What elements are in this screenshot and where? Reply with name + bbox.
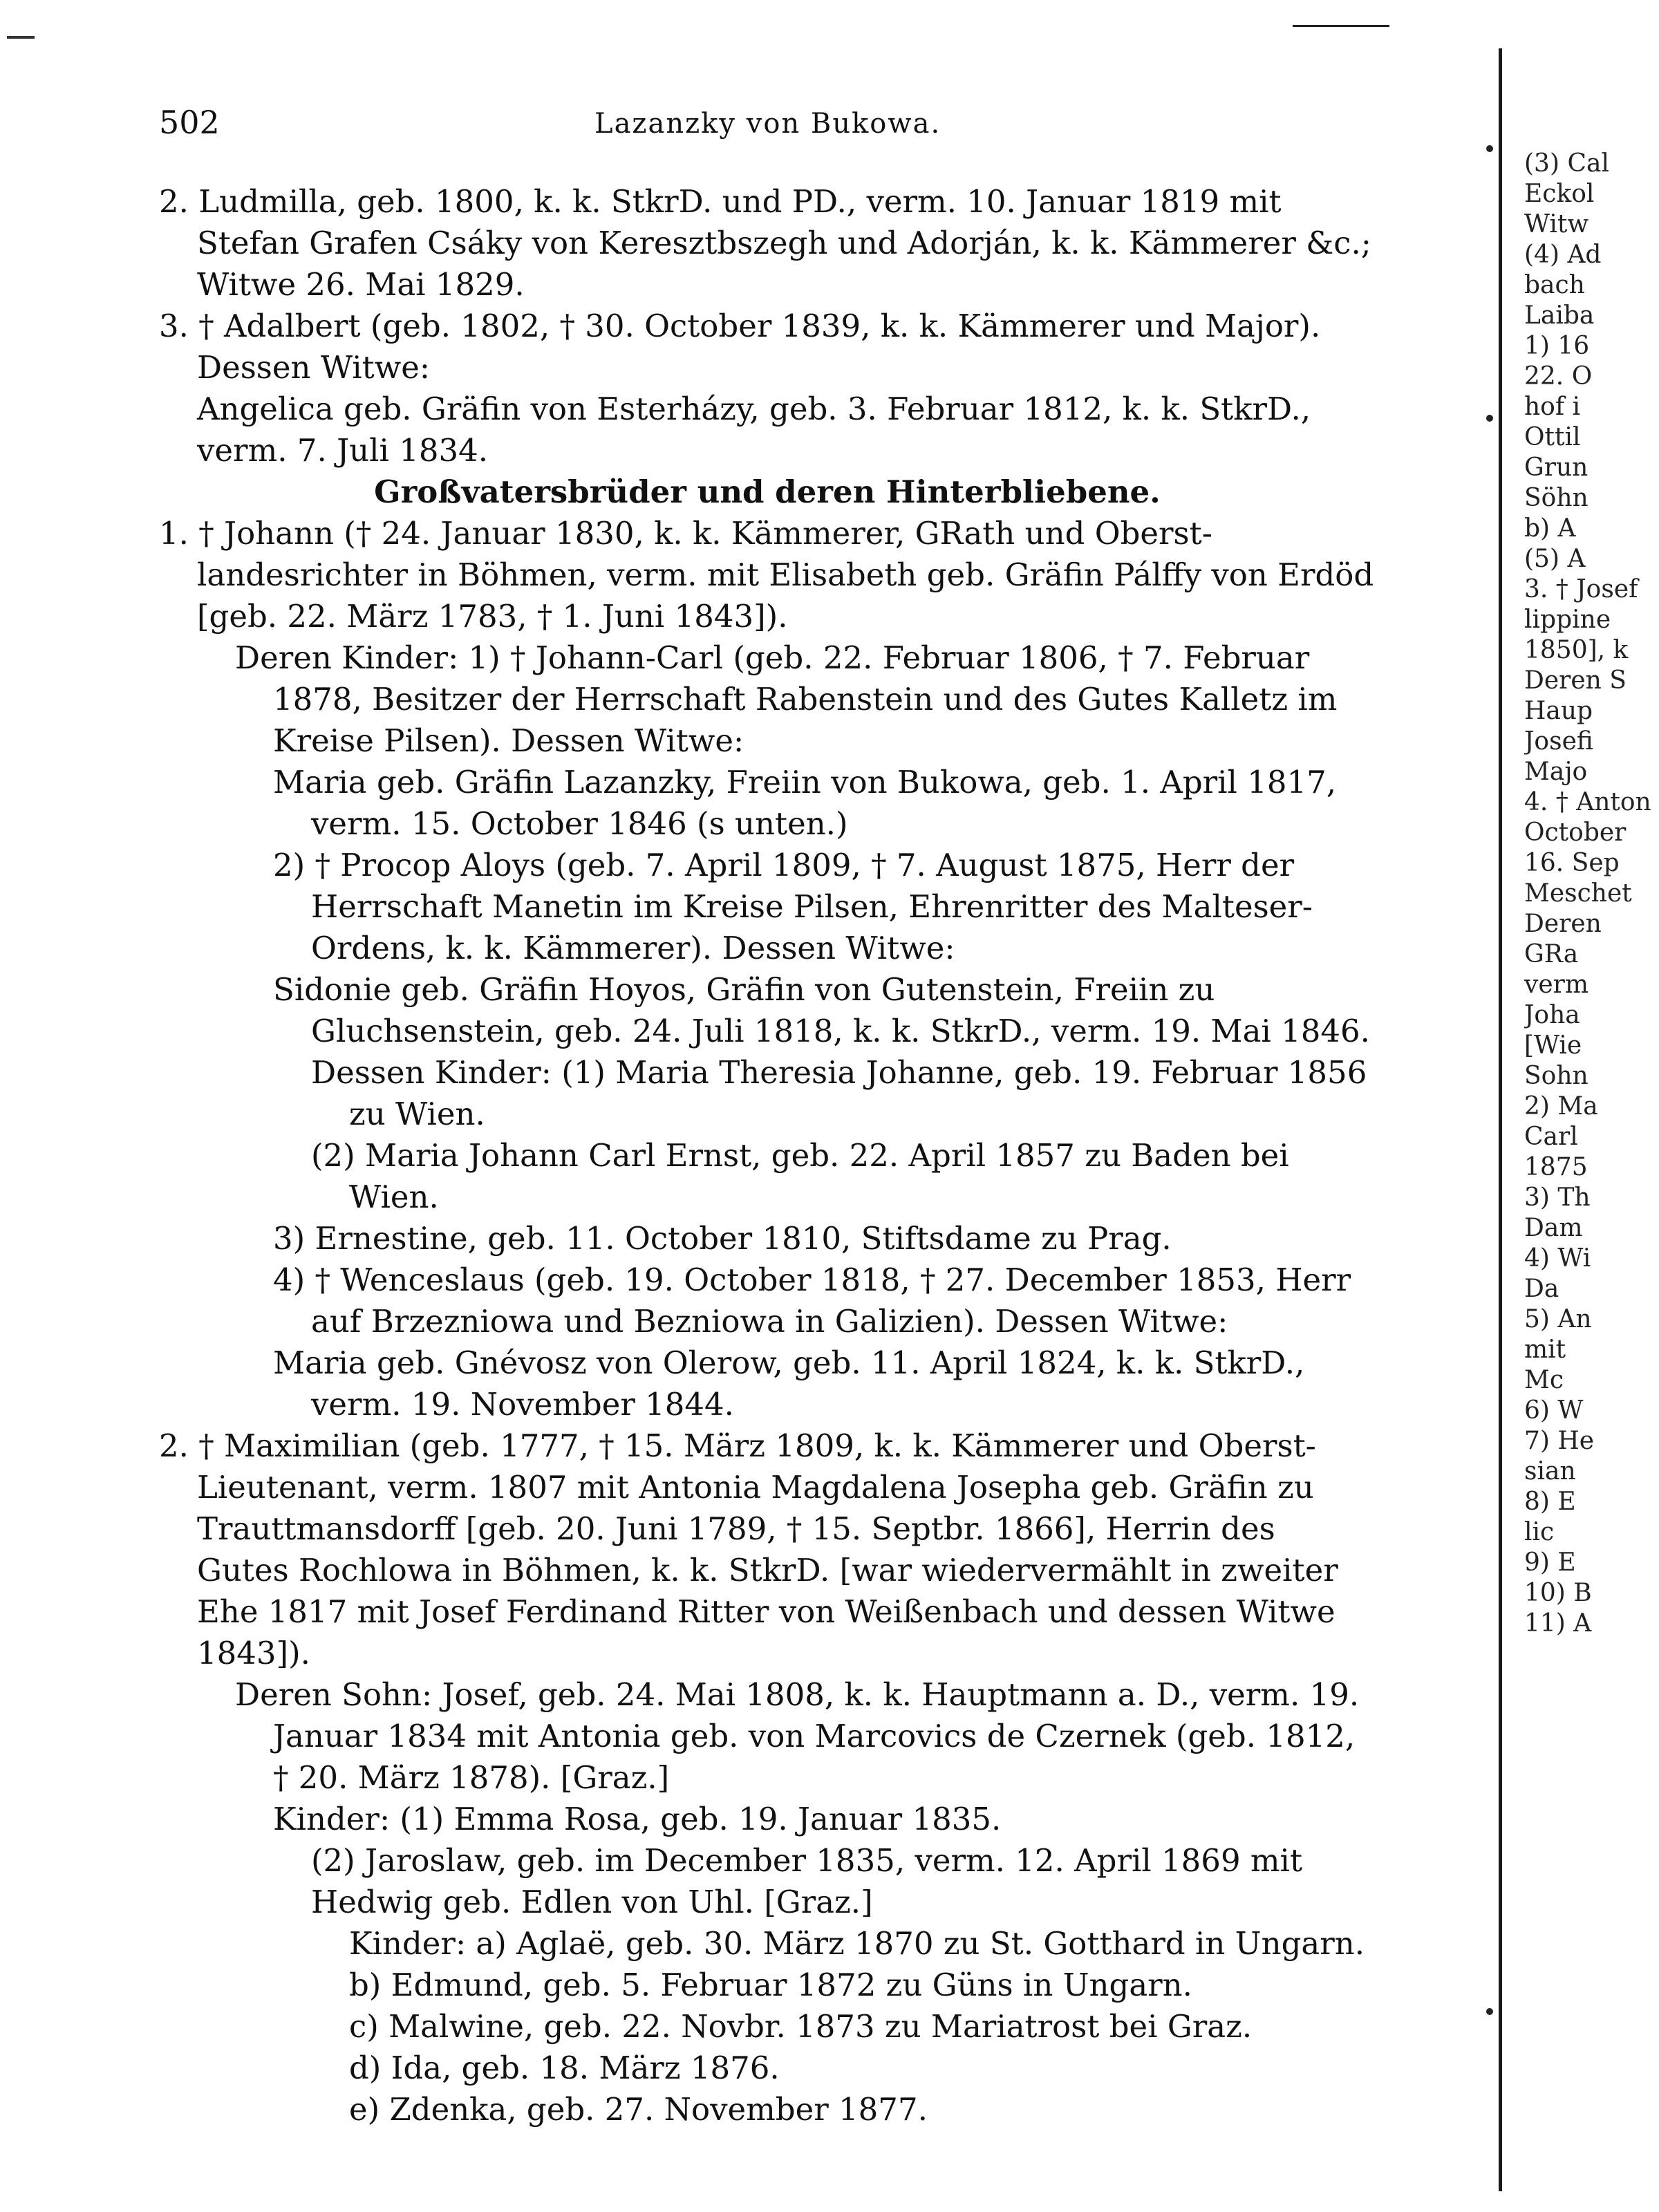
adjacent-fragment-line: 3. † Josef [1524, 575, 1638, 603]
adjacent-fragment-line: Sohn [1524, 1062, 1588, 1090]
adjacent-fragment-line: 16. Sep [1524, 849, 1620, 877]
entry-ludmilla: 2. Ludmilla, geb. 1800, k. k. StkrD. und PD., verm. 10. Januar 1819 mit Stefan Grafen Csáky von Keresztbszegh und Adorján, k. k. Kämmerer &c.; Witwe 26. Mai 1829. [159, 183, 1371, 303]
adjacent-fragment-line: 7) He [1524, 1427, 1595, 1455]
adjacent-fragment-line: mit [1524, 1335, 1566, 1364]
adjacent-fragment-line: sian [1524, 1457, 1576, 1485]
entry-emma-rosa: Kinder: (1) Emma Rosa, geb. 19. Januar 1835. [273, 1801, 1002, 1837]
adjacent-page-fragment [1524, 149, 1659, 2212]
entry-maria-theresia: Dessen Kinder: (1) Maria Theresia Johanne, geb. 19. Februar 1856 zu Wien. [311, 1054, 1367, 1132]
adjacent-fragment-line: Deren [1524, 910, 1602, 938]
adjacent-fragment-line: Majo [1524, 758, 1588, 786]
gutter-dot [1486, 415, 1493, 422]
gutter-dot [1486, 2008, 1493, 2015]
adjacent-fragment-line: 10) B [1524, 1579, 1592, 1607]
top-rule [1293, 25, 1389, 27]
adjacent-fragment-line: 1850], k [1524, 636, 1629, 664]
adjacent-fragment-line: GRa [1524, 940, 1579, 968]
adjacent-fragment-line: Söhn [1524, 484, 1588, 512]
entry-ernestine: 3) Ernestine, geb. 11. October 1810, Stiftsdame zu Prag. [273, 1220, 1172, 1257]
main-text-column [159, 181, 1376, 2130]
adjacent-fragment-line: b) A [1524, 514, 1576, 543]
entry-procop-aloys: 2) † Procop Aloys (geb. 7. April 1809, † 7. August 1875, Herr der Herrschaft Manetin im Kreise Pilsen, Ehrenritter des Malteser-Ordens, k. k. Kämmerer). Dessen Witwe: [273, 847, 1313, 966]
adjacent-fragment-line: Josefi [1524, 727, 1593, 756]
section-heading: Großvatersbrüder und deren Hinterbliebene. [374, 474, 1161, 510]
adjacent-fragment-line: Ottil [1524, 423, 1581, 451]
adjacent-fragment-line: Carl [1524, 1123, 1578, 1151]
entry-adalbert: 3. † Adalbert (geb. 1802, † 30. October 1839, k. k. Kämmerer und Major). Dessen Witwe: [159, 308, 1321, 386]
adjacent-fragment-line: Joha [1524, 1001, 1580, 1029]
adjacent-fragment-line: Dam [1524, 1214, 1583, 1242]
adjacent-fragment-line: Witw [1524, 210, 1589, 238]
adjacent-fragment-line: October [1524, 818, 1627, 847]
entry-johann: 1. † Johann († 24. Januar 1830, k. k. Kämmerer, GRath und Oberst-landesrichter in Böhmen, verm. mit Elisabeth geb. Gräfin Pálffy von Erdöd [geb. 22. März 1783, † 1. Juni 1843]). [159, 515, 1374, 635]
entry-maximilian: 2. † Maximilian (geb. 1777, † 15. März 1809, k. k. Kämmerer und Oberst-Lieutenant, verm. 1807 mit Antonia Magdalena Josepha geb. Gräfin zu Trauttmansdorff [geb. 20. Juni 1789, † 15. Septbr. 1866], Herrin des Gutes Rochlowa in Böhmen, k. k. StkrD. [war wiedervermählt in zweiter Ehe 1817 mit Josef Ferdinand Ritter von Weißenbach und dessen Witwe 1843]). [159, 1427, 1338, 1671]
page-number: 502 [159, 104, 220, 141]
adjacent-fragment-line: Haup [1524, 697, 1593, 725]
entry-sidonie: Sidonie geb. Gräfin Hoyos, Gräfin von Gutenstein, Freiin zu Gluchsenstein, geb. 24. Juli 1818, k. k. StkrD., verm. 19. Mai 1846. [273, 971, 1370, 1049]
adjacent-fragment-line: 1875 [1524, 1153, 1588, 1181]
adjacent-fragment-line: 4. † Anton [1524, 788, 1651, 816]
adjacent-fragment-line: verm [1524, 971, 1588, 999]
adjacent-fragment-line: 1) 16 [1524, 332, 1590, 360]
entry-wenceslaus: 4) † Wenceslaus (geb. 19. October 1818, † 27. December 1853, Herr auf Brzezniowa und Bezniowa in Galizien). Dessen Witwe: [273, 1262, 1351, 1340]
adjacent-fragment-line: 11) A [1524, 1609, 1592, 1638]
gutter-line [1499, 48, 1502, 2191]
adjacent-fragment-line: 5) An [1524, 1305, 1592, 1333]
entry-maria-lazanzky: Maria geb. Gräfin Lazanzky, Freiin von Bukowa, geb. 1. April 1817, verm. 15. October 1846 (s unten.) [273, 764, 1337, 842]
entry-zdenka: e) Zdenka, geb. 27. November 1877. [349, 2091, 928, 2128]
adjacent-fragment-line: lic [1524, 1518, 1555, 1546]
adjacent-fragment-line: Eckol [1524, 180, 1595, 208]
entry-josef: Deren Sohn: Josef, geb. 24. Mai 1808, k. k. Hauptmann a. D., verm. 19. Januar 1834 mit Antonia geb. von Marcovics de Czernek (geb. 1812, † 20. März 1878). [Graz.] [235, 1676, 1360, 1796]
adjacent-fragment-line: (5) A [1524, 545, 1586, 573]
adjacent-fragment-line: 8) E [1524, 1488, 1576, 1516]
entry-angelica: Angelica geb. Gräfin von Esterházy, geb. 3. Februar 1812, k. k. StkrD., verm. 7. Juli 1834. [197, 391, 1311, 469]
scan-mark [7, 36, 35, 39]
entry-maria-gnevosz: Maria geb. Gnévosz von Olerow, geb. 11. April 1824, k. k. StkrD., verm. 19. November 1844. [273, 1344, 1305, 1423]
adjacent-fragment-line: 4) Wi [1524, 1244, 1591, 1273]
adjacent-fragment-line: 22. O [1524, 362, 1593, 391]
adjacent-fragment-line: Da [1524, 1275, 1559, 1303]
entry-maria-johann: (2) Maria Johann Carl Ernst, geb. 22. April 1857 zu Baden bei Wien. [311, 1137, 1289, 1215]
gutter-dot [1486, 145, 1493, 152]
adjacent-fragment-line: 3) Th [1524, 1183, 1591, 1212]
adjacent-fragment-line: Mc [1524, 1366, 1564, 1394]
entry-hedwig: Hedwig geb. Edlen von Uhl. [Graz.] [311, 1884, 873, 1920]
adjacent-fragment-line: hof i [1524, 393, 1581, 421]
page-header [159, 104, 1355, 159]
adjacent-fragment-line: 2) Ma [1524, 1092, 1598, 1121]
adjacent-fragment-line: Meschet [1524, 879, 1632, 908]
adjacent-fragment-line: 6) W [1524, 1396, 1584, 1425]
entry-ida: d) Ida, geb. 18. März 1876. [349, 2050, 780, 2086]
adjacent-fragment-line: Deren S [1524, 666, 1627, 695]
adjacent-fragment-line: bach [1524, 271, 1585, 299]
entry-johann-carl: Deren Kinder: 1) † Johann-Carl (geb. 22. Februar 1806, † 7. Februar 1878, Besitzer der Herrschaft Rabenstein und des Gutes Kalletz im Kreise Pilsen). Dessen Witwe: [235, 639, 1338, 759]
adjacent-fragment-line: 9) E [1524, 1548, 1576, 1577]
adjacent-fragment-line: (4) Ad [1524, 241, 1602, 269]
adjacent-fragment-line: Grun [1524, 453, 1588, 482]
entry-jaroslaw: (2) Jaroslaw, geb. im December 1835, verm. 12. April 1869 mit [311, 1842, 1303, 1879]
entry-aglae: Kinder: a) Aglaë, geb. 30. März 1870 zu St. Gotthard in Ungarn. [349, 1925, 1365, 1962]
adjacent-fragment-line: [Wie [1524, 1031, 1582, 1060]
adjacent-fragment-line: (3) Cal [1524, 149, 1609, 178]
running-head: Lazanzky von Bukowa. [594, 108, 941, 140]
entry-edmund: b) Edmund, geb. 5. Februar 1872 zu Güns in Ungarn. [349, 1967, 1192, 2003]
adjacent-fragment-line: Laiba [1524, 301, 1595, 330]
entry-malwine: c) Malwine, geb. 22. Novbr. 1873 zu Mariatrost bei Graz. [349, 2008, 1253, 2045]
adjacent-fragment-line: lippine [1524, 606, 1611, 634]
